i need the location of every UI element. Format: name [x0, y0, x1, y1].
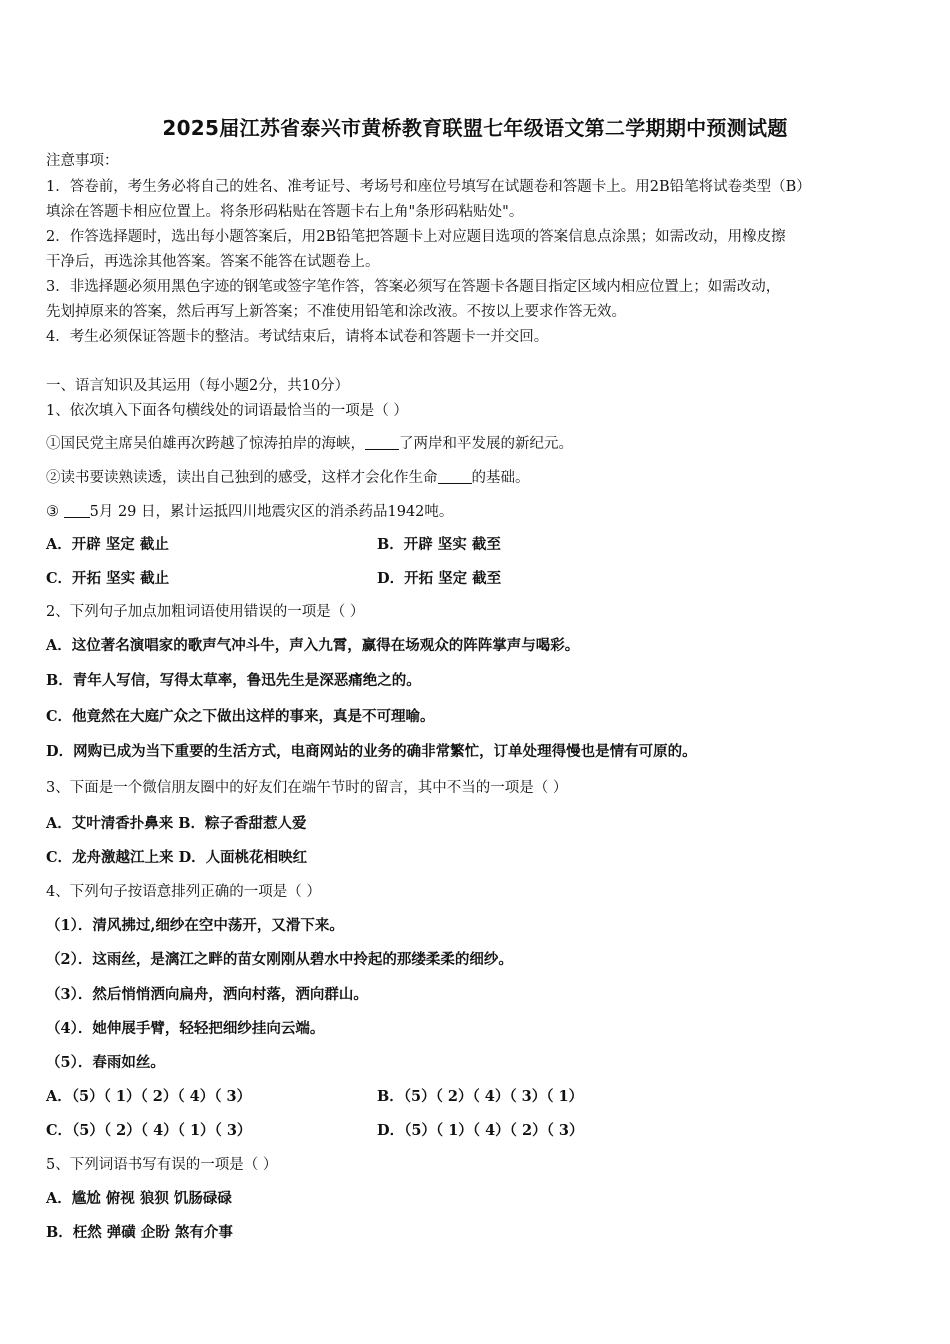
q1-sentence-1 [46, 433, 573, 455]
q3-options-ab: A．艾叶清香扑鼻来 B．粽子香甜惹人爱 [46, 815, 307, 832]
q4-option-b: B．（5）（ 2）（ 4）（ 3）（ 1） [377, 1088, 584, 1105]
q2-option-b: B．青年人写信，写得太草率，鲁迅先生是深恶痛绝之的。 [46, 672, 421, 689]
q4-sentence-3: （3）．然后悄悄洒向扁舟，洒向村落，洒向群山。 [46, 986, 368, 1003]
q2-option-c: C．他竟然在大庭广众之下做出这样的事来，真是不可理喻。 [46, 708, 435, 725]
q1-blank-3 [64, 503, 90, 518]
q5-stem: 5、下列词语书写有误的一项是（ ） [46, 1157, 278, 1173]
q2-option-d: D．网购已成为当下重要的生活方式，电商网站的业务的确非常繁忙，订单处理得慢也是情有可原的。 [46, 743, 697, 760]
q1-blank-2 [438, 469, 472, 484]
notice-line-2: 填涂在答题卡相应位置上。将条形码粘贴在答题卡右上角"条形码粘贴处"。 [46, 204, 524, 220]
q4-sentence-1: （1）．清风拂过,细纱在空中荡开，又滑下来。 [46, 917, 344, 934]
notice-line-7: 4．考生必须保证答题卡的整洁。考试结束后，请将本试卷和答题卡一并交回。 [46, 329, 549, 345]
q1-s2-part-a: ②读书要读熟读透，读出自己独到的感受，这样才会化作生命 [46, 470, 438, 486]
q1-option-b: B．开辟 坚实 截至 [377, 536, 501, 553]
notice-line-3: 2．作答选择题时，选出每小题答案后，用2B铅笔把答题卡上对应题目选项的答案信息点涂黑；如需改动，用橡皮擦 [46, 229, 786, 245]
q5-option-a: A．尴尬 俯视 狼狈 饥肠碌碌 [46, 1190, 232, 1207]
q4-sentence-5: （5）．春雨如丝。 [46, 1054, 165, 1071]
q1-s3-part-a: ③ [46, 504, 59, 520]
q1-s2-part-b: 的基础。 [471, 470, 530, 486]
q1-sentence-3 [46, 501, 453, 523]
q1-s3-part-b: 5月 29 日，累计运抵四川地震灾区的消杀药品1942吨。 [89, 504, 454, 520]
q1-s1-part-a: ①国民党主席吴伯雄再次跨越了惊涛拍岸的海峡， [46, 436, 365, 452]
q3-stem: 3、下面是一个微信朋友圈中的好友们在端午节时的留言，其中不当的一项是（ ） [46, 780, 568, 796]
q4-sentence-2: （2）．这雨丝，是漓江之畔的苗女刚刚从碧水中拎起的那缕柔柔的细纱。 [46, 951, 513, 968]
q1-s1-part-b: 了两岸和平发展的新纪元。 [399, 436, 573, 452]
q1-option-c: C．开拓 坚实 截止 [46, 570, 170, 587]
q3-options-cd: C．龙舟激越江上来 D．人面桃花相映红 [46, 849, 308, 866]
notice-line-6: 先划掉原来的答案，然后再写上新答案；不准使用铅笔和涂改液。不按以上要求作答无效。 [46, 304, 626, 320]
exam-title: 2025届江苏省泰兴市黄桥教育联盟七年级语文第二学期期中预测试题 [162, 116, 788, 140]
notice-line-4: 干净后，再选涂其他答案。答案不能答在试题卷上。 [46, 254, 380, 270]
q4-option-d: D．（5）（ 1）（ 4）（ 2）（ 3） [377, 1122, 584, 1139]
notice-line-1: 1．答卷前，考生务必将自己的姓名、准考证号、考场号和座位号填写在试题卷和答题卡上。用2B铅笔将试卷类型（B） [46, 179, 811, 195]
q1-option-a: A．开辟 坚定 截止 [46, 536, 169, 553]
q4-option-a: A．（5）（ 1）（ 2）（ 4）（ 3） [46, 1088, 252, 1105]
q5-option-b: B．枉然 弹磺 企盼 煞有介事 [46, 1224, 233, 1241]
q1-sentence-2 [46, 467, 530, 489]
q1-stem: 1、依次填入下面各句横线处的词语最恰当的一项是（ ） [46, 403, 408, 419]
section-heading: 一、语言知识及其运用（每小题2分，共10分） [46, 378, 350, 394]
q4-option-c: C．（5）（ 2）（ 4）（ 1）（ 3） [46, 1122, 252, 1139]
q4-sentence-4: （4）．她伸展手臂，轻轻把细纱挂向云端。 [46, 1020, 325, 1037]
q4-stem: 4、下列句子按语意排列正确的一项是（ ） [46, 884, 321, 900]
notice-line-5: 3．非选择题必须用黑色字迹的钢笔或签字笔作答，答案必须写在答题卡各题目指定区域内相应位置上；如需改动， [46, 279, 781, 295]
q2-stem: 2、下列句子加点加粗词语使用错误的一项是（ ） [46, 604, 365, 620]
q1-blank-1 [365, 435, 399, 450]
q1-option-d: D．开拓 坚定 截至 [377, 570, 502, 587]
notice-heading: 注意事项： [46, 153, 119, 169]
q2-option-a: A．这位著名演唱家的歌声气冲斗牛，声入九霄，赢得在场观众的阵阵掌声与喝彩。 [46, 637, 580, 654]
